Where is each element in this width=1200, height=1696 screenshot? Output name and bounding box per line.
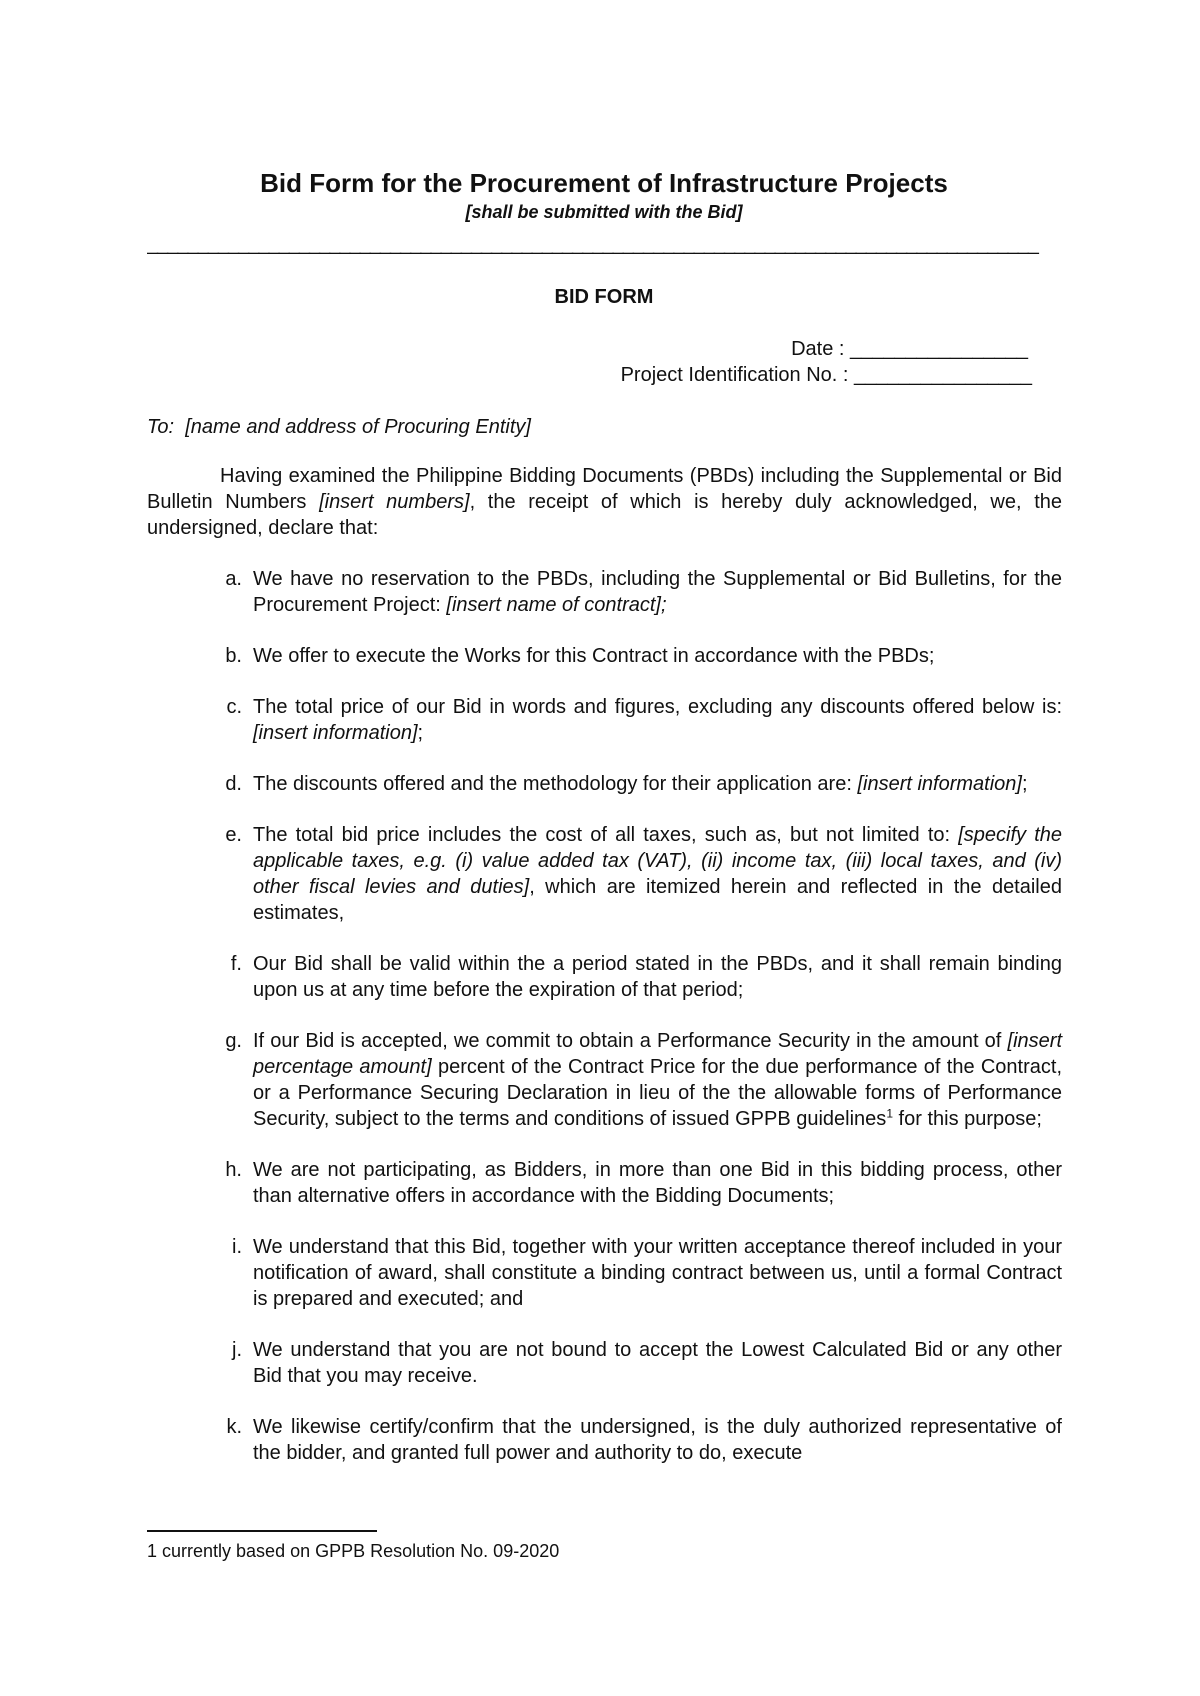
item-text-part: , which are itemized herein and reflected in the detailed estimates, xyxy=(253,876,1062,924)
item-letter: i. xyxy=(232,1236,242,1258)
list-item xyxy=(147,771,1062,797)
item-text-part: We understand that this Bid, together with your written acceptance thereof included in your notification of award, shall constitute a binding contract between us, until a formal Contract is prepared and executed; and xyxy=(253,1236,1062,1310)
item-letter: e. xyxy=(225,824,242,846)
item-text-part: ; xyxy=(417,722,424,744)
item-text xyxy=(253,566,1062,618)
declaration-list xyxy=(147,566,1062,1491)
item-text xyxy=(253,1157,1062,1209)
item-text-part: We have no reservation to the PBDs, including the Supplemental or Bid Bulletins, for the Procurement Project: xyxy=(253,568,1062,616)
list-item xyxy=(147,822,1062,926)
item-text xyxy=(253,1337,1062,1389)
item-text xyxy=(253,951,1062,1003)
item-letter: d. xyxy=(225,773,242,795)
list-item xyxy=(147,1157,1062,1209)
item-placeholder: [insert information] xyxy=(253,722,418,744)
item-letter: b. xyxy=(225,645,242,667)
list-item xyxy=(147,951,1062,1003)
project-id-label: Project Identification No. : xyxy=(620,364,855,386)
item-text xyxy=(253,643,1062,669)
footnote-separator xyxy=(147,1530,377,1532)
document-subtitle: [shall be submitted with the Bid] xyxy=(465,202,743,222)
intro-part1: Having examined the Philippine Bidding Documents (PBDs) including the Supplemental or Bid Bulletin Numbers xyxy=(147,465,1062,513)
item-text-part: We likewise certify/confirm that the undersigned, is the duly authorized representative of the bidder, and granted full power and authority to do, execute xyxy=(253,1416,1062,1464)
item-placeholder: [insert percentage amount] xyxy=(253,1030,1062,1078)
document-title: Bid Form for the Procurement of Infrastructure Projects xyxy=(260,168,948,198)
item-text-part: Our Bid shall be valid within the a period stated in the PBDs, and it shall remain binding upon us at any time before the expiration of that period; xyxy=(253,953,1062,1001)
date-blank: ________________ xyxy=(850,338,1028,360)
item-text-part: If our Bid is accepted, we commit to obtain a Performance Security in the amount of xyxy=(253,1030,1008,1052)
list-item xyxy=(147,566,1062,618)
item-letter: f. xyxy=(230,953,242,975)
footnote: 1 currently based on GPPB Resolution No. 09-2020 xyxy=(147,1541,560,1561)
addressee-line xyxy=(147,416,531,439)
to-label: To: xyxy=(147,416,175,438)
item-text xyxy=(253,1414,1062,1466)
item-text-part: The discounts offered and the methodology for their application are: xyxy=(253,773,858,795)
item-text xyxy=(253,694,1062,746)
intro-part2: , the receipt of which is hereby duly acknowledged, we, the undersigned, declare that: xyxy=(147,491,1063,539)
item-text-part: for this purpose; xyxy=(893,1108,1042,1130)
item-placeholder: [insert name of contract]; xyxy=(446,594,667,616)
item-text-part: The total bid price includes the cost of all taxes, such as, but not limited to: xyxy=(253,824,959,846)
item-text-part: ; xyxy=(1021,773,1028,795)
project-id-row xyxy=(621,364,1032,387)
header-rule: ________________________________________________________________________________________ xyxy=(147,234,1038,254)
form-heading: BID FORM xyxy=(554,286,654,308)
item-text xyxy=(253,1028,1062,1132)
footnote-reference: 1 xyxy=(886,1106,893,1121)
date-label: Date : xyxy=(791,338,851,360)
item-text xyxy=(253,1234,1062,1312)
list-item xyxy=(147,1337,1062,1389)
date-row xyxy=(791,338,1028,361)
list-item xyxy=(147,1414,1062,1466)
item-letter: h. xyxy=(225,1159,242,1181)
intro-placeholder: [insert numbers] xyxy=(319,491,470,513)
list-item xyxy=(147,1028,1062,1132)
list-item xyxy=(147,694,1062,746)
item-letter: g. xyxy=(225,1030,242,1052)
item-text xyxy=(253,771,1062,797)
item-text-part: We offer to execute the Works for this Contract in accordance with the PBDs; xyxy=(253,645,935,667)
intro-paragraph xyxy=(147,463,1062,541)
item-text xyxy=(253,822,1062,926)
item-text-part: percent of the Contract Price for the due performance of the Contract, or a Performance Securing Declaration in lieu of the the allowable forms of Performance Security, subject to the terms and conditions of issued GPPB guidelines xyxy=(253,1056,1063,1130)
item-text-part: The total price of our Bid in words and figures, excluding any discounts offered below is: xyxy=(253,696,1062,718)
item-text-part: We understand that you are not bound to accept the Lowest Calculated Bid or any other Bid that you may receive. xyxy=(253,1339,1062,1387)
to-value: [name and address of Procuring Entity] xyxy=(185,416,531,438)
item-letter: j. xyxy=(232,1339,242,1361)
item-letter: k. xyxy=(226,1416,242,1438)
item-letter: c. xyxy=(226,696,242,718)
project-id-blank: ________________ xyxy=(854,364,1032,386)
item-text-part: We are not participating, as Bidders, in more than one Bid in this bidding process, other than alternative offers in accordance with the Bidding Documents; xyxy=(253,1159,1062,1207)
item-letter: a. xyxy=(225,568,242,590)
list-item xyxy=(147,1234,1062,1312)
item-placeholder: [specify the applicable taxes, e.g. (i) value added tax (VAT), (ii) income tax, (iii) local taxes, and (iv) other fiscal levies and duties] xyxy=(253,824,1062,898)
item-placeholder: [insert information] xyxy=(857,773,1022,795)
list-item xyxy=(147,643,1062,669)
